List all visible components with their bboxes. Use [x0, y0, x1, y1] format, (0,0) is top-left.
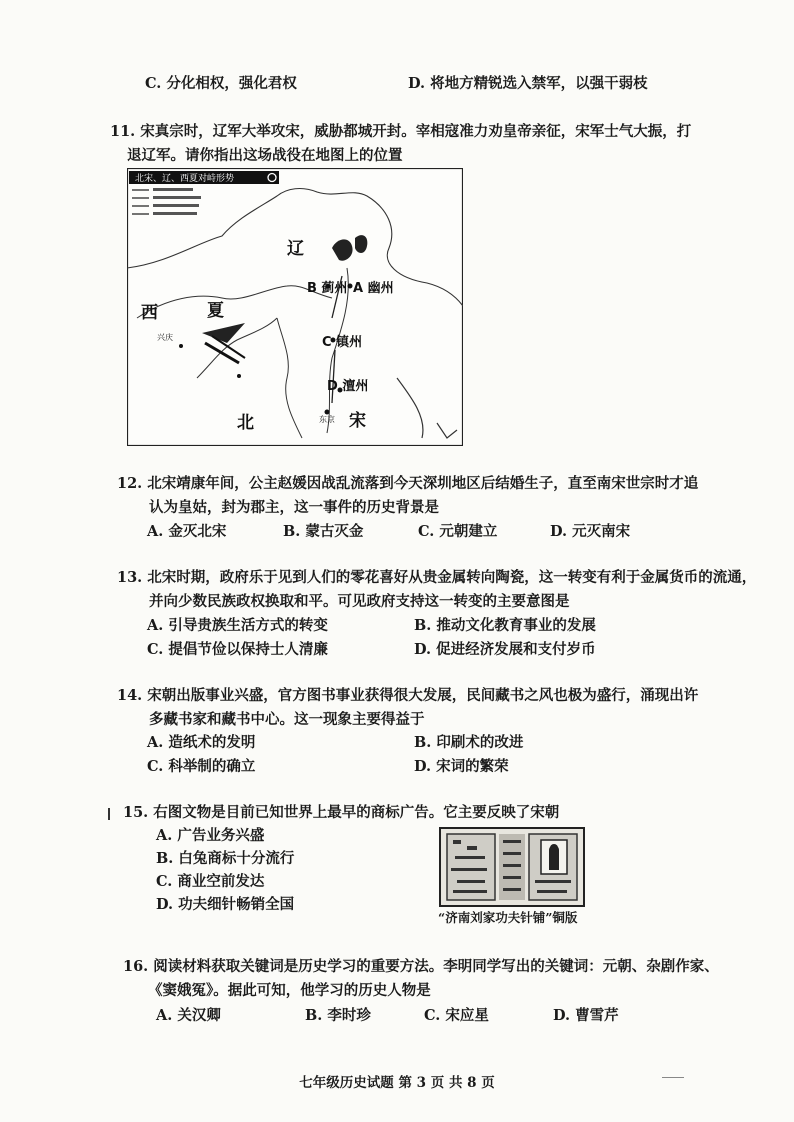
question-12-line2: 认为皇姑，封为郡主，这一事件的历史背景是 — [149, 499, 439, 516]
q13-option-a[interactable]: A. 引导贵族生活方式的转变 — [147, 617, 328, 634]
q14-option-b[interactable]: B. 印刷术的改进 — [414, 734, 524, 751]
city-dongjing: 东京 — [319, 415, 335, 424]
region-song: 宋 — [349, 411, 366, 431]
question-16-line2: 《窦娥冤》。据此可知，他学习的历史人物是 — [148, 982, 431, 999]
question-13-line2: 并向少数民族政权换取和平。可见政府支持这一转变的主要意图是 — [149, 593, 570, 610]
scan-mark — [108, 808, 110, 820]
map-legend-title: 北宋、辽、西夏对峙形势 — [135, 174, 235, 184]
question-11-line2: 退辽军。请你指出这场战役在地图上的位置 — [127, 147, 403, 164]
question-13-line1: 13. 北宋时期，政府乐于见到人们的零花喜好从贵金属转向陶瓷，这一转变有利于金属货币的流通， — [117, 569, 757, 586]
region-xi: 西 — [141, 303, 158, 323]
question-12 — [117, 472, 717, 520]
bronze-plate-figure — [437, 826, 587, 908]
q14-option-c[interactable]: C. 科举制的确立 — [147, 758, 256, 775]
map-point-c: C 镇州 — [322, 335, 363, 350]
map-point-a: A 幽州 — [353, 281, 394, 296]
question-12-line1: 12. 北宋靖康年间，公主赵媛因战乱流落到今天深圳地区后结婚生子，直至南宋世宗时才追 — [117, 475, 699, 492]
q12-option-b[interactable]: B. 蒙古灭金 — [283, 523, 364, 540]
q14-option-d[interactable]: D. 宋词的繁荣 — [414, 758, 509, 775]
q13-option-b[interactable]: B. 推动文化教育事业的发展 — [414, 617, 596, 634]
q16-option-c[interactable]: C. 宋应星 — [424, 1007, 489, 1024]
question-13 — [117, 566, 777, 614]
q14-option-a[interactable]: A. 造纸术的发明 — [147, 734, 256, 751]
question-14-line2: 多藏书家和藏书中心。这一现象主要得益于 — [149, 711, 425, 728]
region-liao: 辽 — [287, 239, 304, 259]
question-14 — [117, 684, 717, 732]
question-14-line1: 14. 宋朝出版事业兴盛，官方图书事业获得很大发展，民间藏书之风也极为盛行，涌现出许 — [117, 687, 699, 704]
question-16-line1: 16. 阅读材料获取关键词是历史学习的重要方法。李明同学写出的关键词：元朝、杂剧作家、 — [123, 958, 719, 975]
city-xingqing: 兴庆 — [157, 333, 173, 342]
scan-mark-footer — [662, 1077, 684, 1078]
q16-option-d[interactable]: D. 曹雪芹 — [553, 1007, 619, 1024]
q12-option-c[interactable]: C. 元朝建立 — [418, 523, 498, 540]
bronze-plate-image — [437, 826, 587, 908]
page-footer: 七年级历史试题 第 3 页 共 8 页 — [299, 1075, 495, 1091]
q15-option-d[interactable]: D. 功夫细针畅销全国 — [156, 896, 295, 913]
map-figure — [127, 168, 463, 446]
region-bei: 北 — [237, 413, 254, 433]
prev-option-c: C. 分化相权，强化君权 — [145, 75, 297, 92]
q15-option-b[interactable]: B. 白兔商标十分流行 — [156, 850, 295, 867]
q12-option-d[interactable]: D. 元灭南宋 — [550, 523, 631, 540]
q13-option-d[interactable]: D. 促进经济发展和支付岁币 — [414, 641, 596, 658]
song-liao-xia-map — [127, 168, 463, 446]
q12-option-a[interactable]: A. 金灭北宋 — [147, 523, 227, 540]
q15-option-a[interactable]: A. 广告业务兴盛 — [156, 827, 265, 844]
map-point-d: D 澶州 — [327, 379, 369, 394]
bronze-plate-caption: “济南刘家功夫针铺”铜版 — [438, 910, 578, 925]
question-15-line1: 15. 右图文物是目前已知世界上最早的商标广告。它主要反映了宋朝 — [123, 804, 560, 821]
q16-option-a[interactable]: A. 关汉卿 — [156, 1007, 221, 1024]
q15-option-c[interactable]: C. 商业空前发达 — [156, 873, 265, 890]
question-16 — [123, 955, 723, 1003]
prev-option-d: D. 将地方精锐选入禁军，以强干弱枝 — [408, 75, 648, 92]
region-xia: 夏 — [207, 301, 224, 321]
question-11-line1: 11. 宋真宗时，辽军大举攻宋，威胁都城开封。宰相寇准力劝皇帝亲征，宋军士气大振，打 — [110, 123, 692, 140]
q13-option-c[interactable]: C. 提倡节俭以保持士人清廉 — [147, 641, 328, 658]
q16-option-b[interactable]: B. 李时珍 — [305, 1007, 371, 1024]
question-11 — [110, 120, 710, 168]
map-point-b: B 蓟州 — [307, 281, 348, 296]
